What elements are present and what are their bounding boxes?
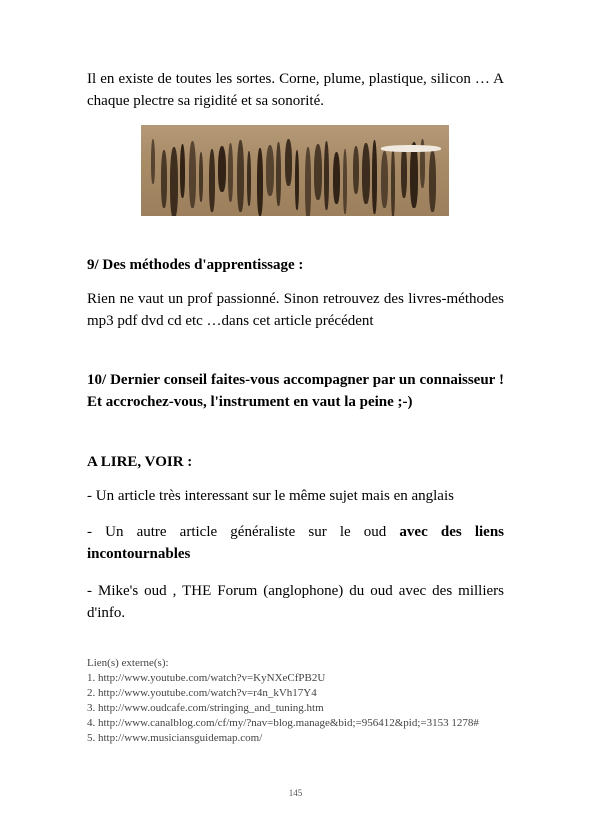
plectrum bbox=[266, 145, 274, 196]
external-link-4[interactable]: 4. http://www.canalblog.com/cf/my/?nav=blog.manage&bid;=956412&pid;=3153 1278# bbox=[87, 717, 479, 729]
plectrum bbox=[324, 141, 329, 210]
plectrum bbox=[199, 152, 203, 202]
plectrum bbox=[381, 151, 388, 208]
reading-item-2-text: - Un autre article généraliste sur le oud bbox=[87, 524, 400, 540]
external-link-3[interactable]: 3. http://www.oudcafe.com/stringing_and_tuning.htm bbox=[87, 702, 324, 714]
plectrum bbox=[237, 140, 244, 212]
pale-plectrum bbox=[381, 145, 441, 152]
plectrum bbox=[285, 139, 292, 186]
plectrum bbox=[333, 152, 340, 204]
external-links bbox=[87, 656, 504, 746]
plectrum bbox=[343, 149, 347, 214]
plectrum bbox=[151, 139, 155, 184]
a-lire-heading: A LIRE, VOIR : bbox=[87, 454, 193, 470]
plectrum-collection-photo bbox=[141, 125, 449, 216]
plectrum bbox=[257, 148, 263, 216]
plectrum bbox=[372, 140, 377, 214]
plectrum bbox=[305, 147, 311, 216]
page-number: 145 bbox=[288, 788, 303, 798]
plectrum bbox=[228, 143, 233, 202]
plectrum bbox=[295, 150, 299, 210]
external-link-5[interactable]: 5. http://www.musiciansguidemap.com/ bbox=[87, 732, 263, 744]
plectrum bbox=[161, 150, 167, 208]
reading-item-2 bbox=[87, 521, 504, 565]
intro-paragraph: Il en existe de toutes les sortes. Corne, plume, plastique, silicon … A chaque plectre sa rigidité et sa sonorité. bbox=[87, 71, 504, 109]
reading-item-1: - Un article très interessant sur le même sujet mais en anglais bbox=[87, 488, 454, 504]
external-links-title: Lien(s) externe(s): bbox=[87, 657, 169, 669]
plectrum bbox=[209, 149, 215, 212]
plectrum bbox=[353, 146, 359, 194]
section-10-heading: 10/ Dernier conseil faites-vous accompagner par un connaisseur ! Et accrochez-vous, l'instrument en vaut la peine ;-) bbox=[87, 372, 504, 410]
external-link-2[interactable]: 2. http://www.youtube.com/watch?v=r4n_kVh17Y4 bbox=[87, 687, 317, 699]
reading-item-2-bold-link[interactable]: avec des liens incontournables bbox=[87, 524, 505, 562]
plectrum bbox=[189, 141, 196, 208]
plectrum bbox=[429, 150, 436, 212]
plectrum bbox=[391, 148, 395, 216]
plectrum bbox=[314, 144, 322, 200]
plectrum bbox=[276, 142, 281, 206]
section-9-heading: 9/ Des méthodes d'apprentissage : bbox=[87, 257, 304, 273]
section-9-body: Rien ne vaut un prof passionné. Sinon retrouvez des livres-méthodes mp3 pdf dvd cd etc …dans cet article précédent bbox=[87, 291, 504, 329]
plectrum bbox=[247, 151, 251, 206]
plectrum bbox=[170, 147, 178, 216]
plectrum bbox=[180, 144, 185, 198]
plectrum bbox=[362, 143, 370, 204]
reading-item-3: - Mike's oud , THE Forum (anglophone) du oud avec des milliers d'info. bbox=[87, 583, 504, 621]
external-link-1[interactable]: 1. http://www.youtube.com/watch?v=KyNXeCfPB2U bbox=[87, 672, 326, 684]
plectrum bbox=[218, 146, 226, 192]
plectrum bbox=[401, 145, 407, 198]
